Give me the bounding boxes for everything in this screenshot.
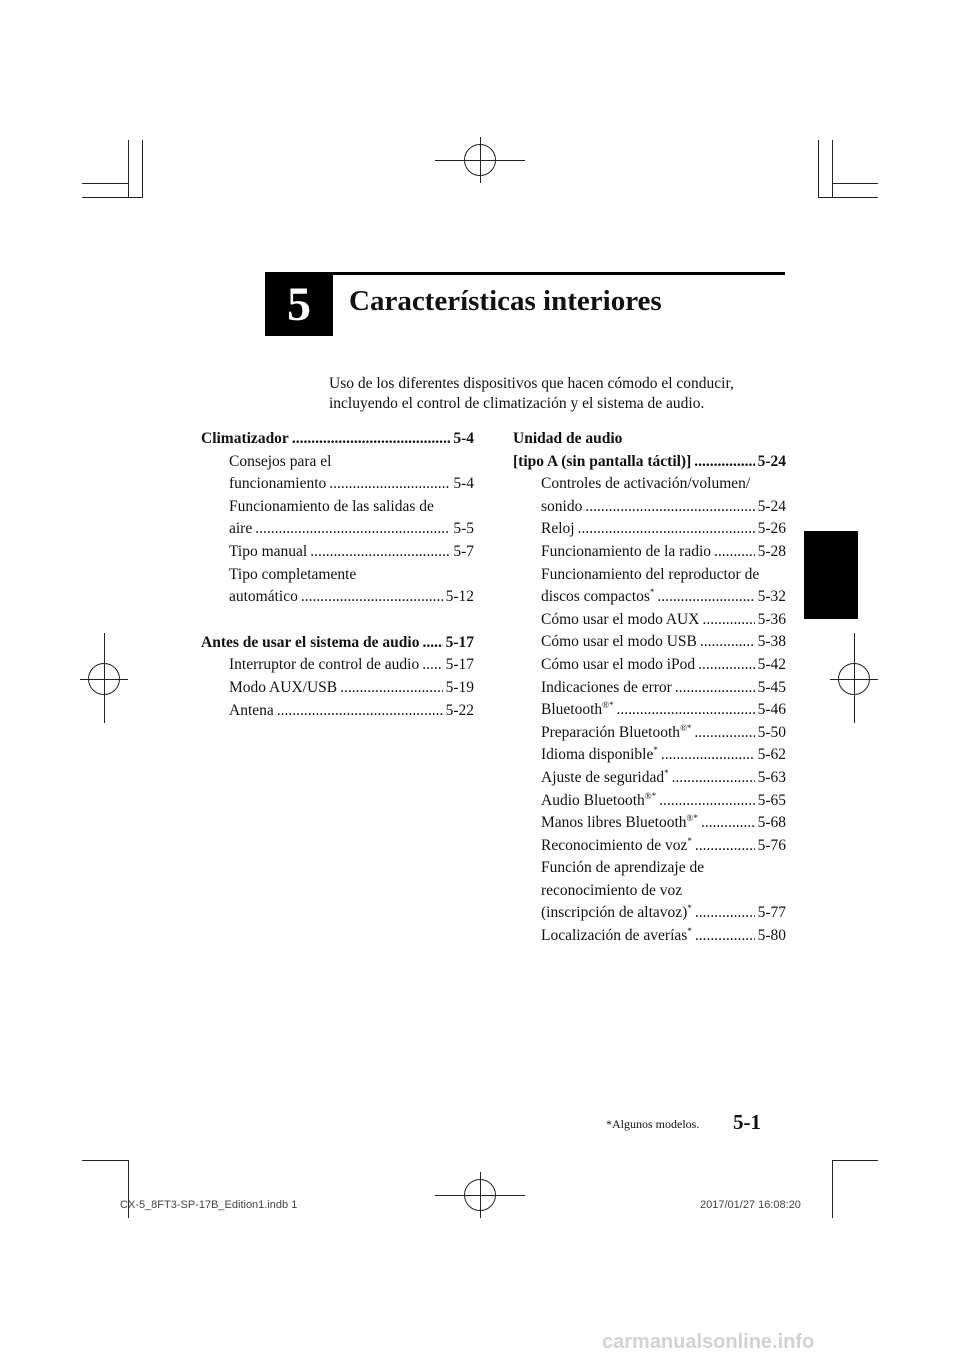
toc-entry-climatizador[interactable]: Climatizador ..... 5-4: [201, 428, 474, 451]
toc-entry-indicaciones-error[interactable]: Indicaciones de error ..... 5-45: [513, 677, 786, 700]
toc-entry-audio-bluetooth[interactable]: Audio Bluetooth®* ..... 5-65: [513, 790, 786, 813]
print-slug-timestamp: 2017/01/27 16:08:20: [700, 1199, 801, 1211]
toc-entry-cd-line1[interactable]: Funcionamiento del reproductor de: [541, 565, 760, 583]
toc-entry-reconocimiento-voz[interactable]: Reconocimiento de voz* ..... 5-76: [513, 835, 786, 858]
toc-entry-controles-line1[interactable]: Controles de activación/volumen/: [541, 475, 751, 493]
toc-right-column: [513, 428, 786, 948]
footnote: *Algunos modelos.: [606, 1117, 700, 1131]
toc-entry-aprendizaje-line2[interactable]: reconocimiento de voz: [541, 881, 683, 899]
toc-entry-localizacion-averias[interactable]: Localización de averías* ..... 5-80: [513, 925, 786, 948]
chapter-thumb-tab: [804, 531, 858, 619]
page-number: 5-1: [733, 1110, 761, 1134]
print-slug-filename: CX-5_8FT3-SP-17B_Edition1.indb 1: [120, 1199, 298, 1211]
toc-entry-controles[interactable]: sonido ..... 5-24: [513, 496, 786, 519]
toc-entry-modo-aux[interactable]: Cómo usar el modo AUX ..... 5-36: [513, 609, 786, 632]
toc-entry-antes-audio[interactable]: Antes de usar el sistema de audio ..... 5-17: [201, 632, 474, 655]
toc-entry-tipo-manual[interactable]: Tipo manual ..... 5-7: [201, 541, 474, 564]
toc-gap: [201, 609, 474, 632]
toc-entry-interruptor[interactable]: Interruptor de control de audio ..... 5-17: [201, 654, 474, 677]
chapter-intro: Uso de los diferentes dispositivos que hacen cómodo el conducir, incluyendo el control de climatización y el sistema de audio.: [329, 375, 734, 412]
toc-entry-automatico[interactable]: automático ..... 5-12: [201, 586, 474, 609]
toc-entry-seguridad[interactable]: Ajuste de seguridad* ..... 5-63: [513, 767, 786, 790]
toc-entry-modo-usb[interactable]: Cómo usar el modo USB ..... 5-38: [513, 631, 786, 654]
toc-entry-consejos-line1[interactable]: Consejos para el: [229, 452, 332, 470]
chapter-number: 5: [287, 277, 311, 331]
toc-entry-preparacion-bluetooth[interactable]: Preparación Bluetooth®* ..... 5-50: [513, 722, 786, 745]
chapter-title: Características interiores: [349, 285, 662, 317]
toc-entry-radio[interactable]: Funcionamiento de la radio ..... 5-28: [513, 541, 786, 564]
toc-entry-aprendizaje-line1[interactable]: Función de aprendizaje de: [541, 859, 705, 877]
toc-entry-reloj[interactable]: Reloj ..... 5-26: [513, 518, 786, 541]
chapter-number-box: [265, 272, 333, 336]
chapter-rule: [333, 272, 785, 275]
watermark: carmanualsonline.info: [602, 1331, 815, 1353]
toc-entry-unidad-audio[interactable]: [tipo A (sin pantalla táctil)] ..... 5-24: [513, 451, 786, 474]
toc-entry-discos-compactos[interactable]: discos compactos* ..... 5-32: [513, 586, 786, 609]
toc-entry-idioma[interactable]: Idioma disponible* ..... 5-62: [513, 744, 786, 767]
toc-entry-inscripcion-altavoz[interactable]: (inscripción de altavoz)* ..... 5-77: [513, 902, 786, 925]
toc-entry-consejos[interactable]: funcionamiento ..... 5-4: [201, 473, 474, 496]
toc-entry-manos-libres[interactable]: Manos libres Bluetooth®* ..... 5-68: [513, 812, 786, 835]
toc-entry-bluetooth[interactable]: Bluetooth®* ..... 5-46: [513, 699, 786, 722]
toc-entry-automatico-line1[interactable]: Tipo completamente: [229, 565, 357, 583]
toc-left-column: [201, 428, 474, 722]
toc-entry-modo-ipod[interactable]: Cómo usar el modo iPod ..... 5-42: [513, 654, 786, 677]
toc-entry-antena[interactable]: Antena ..... 5-22: [201, 700, 474, 723]
toc-entry-unidad-line1[interactable]: Unidad de audio: [513, 430, 623, 447]
toc-entry-salidas[interactable]: aire ..... 5-5: [201, 518, 474, 541]
toc-entry-salidas-line1[interactable]: Funcionamiento de las salidas de: [229, 497, 434, 515]
toc-entry-aux-usb[interactable]: Modo AUX/USB ..... 5-19: [201, 677, 474, 700]
